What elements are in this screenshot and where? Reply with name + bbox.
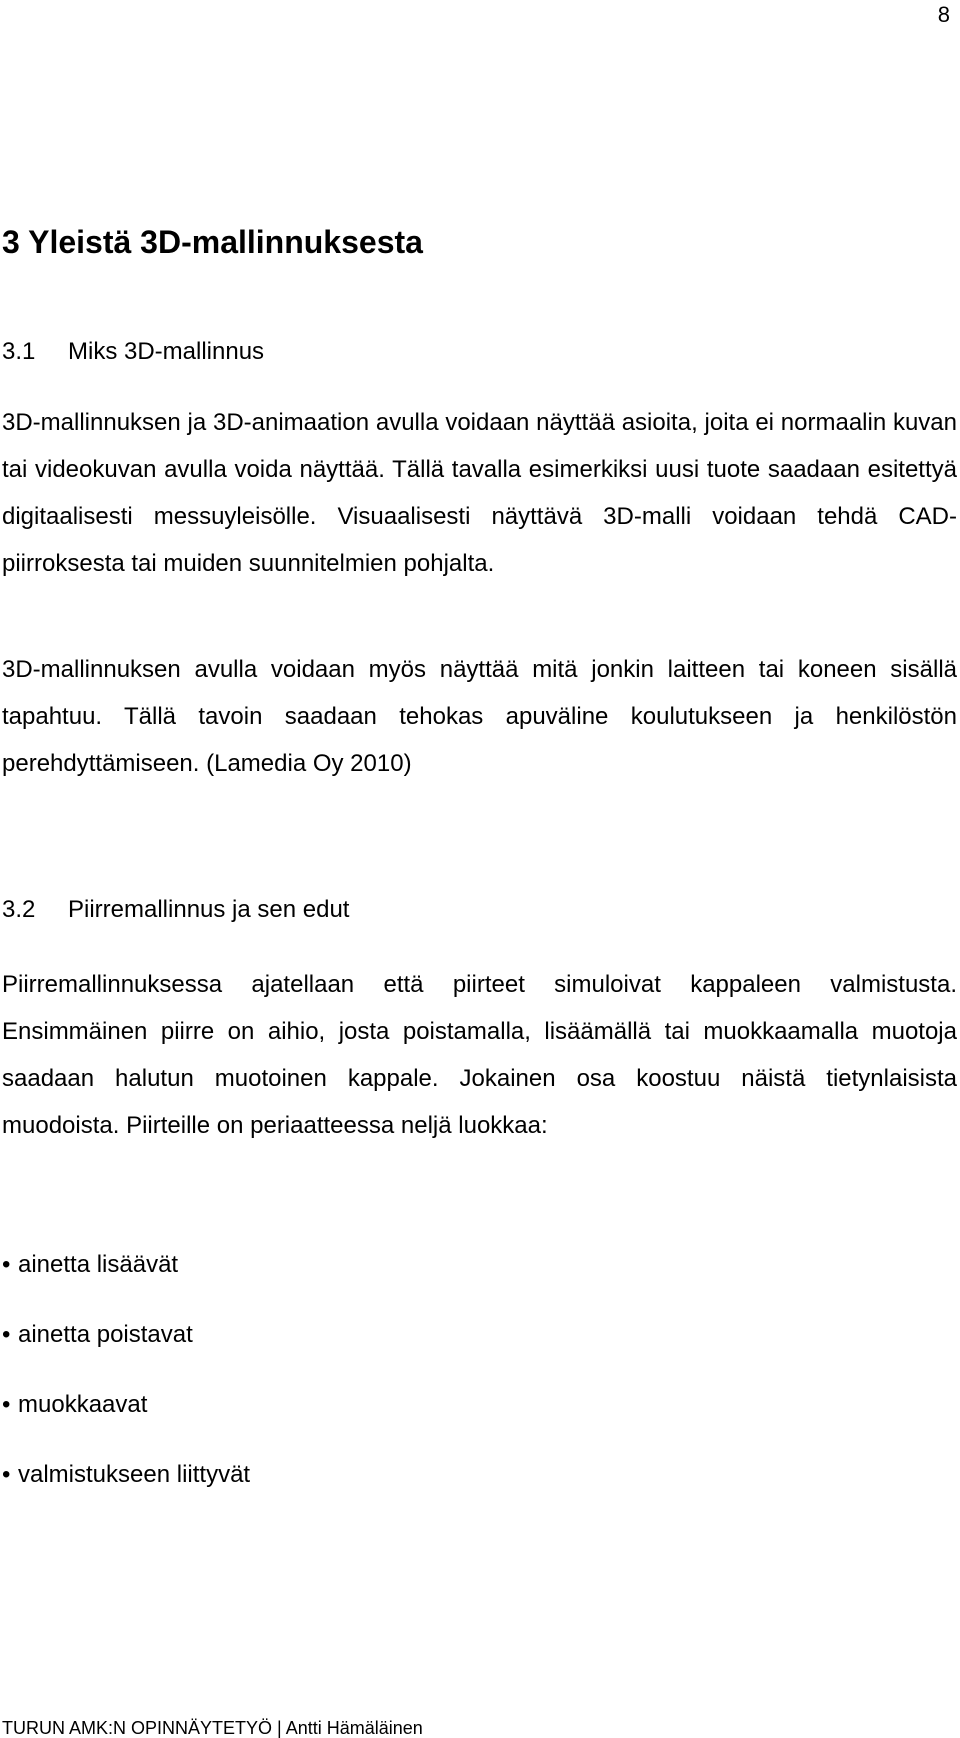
list-item (2, 1460, 250, 1530)
section-number: 3.1 (2, 338, 36, 365)
section-title: Miks 3D-mallinnus (68, 338, 265, 365)
paragraph-feature-modelling: Piirremallinnuksessa ajatellaan että piirteet simuloivat kappaleen valmistusta. Ensimmäinen piirre on aihio, josta poistamalla, lisäämällä tai muokkaamalla muotoja saadaan halutun muotoinen kappale. Jokainen osa koostuu näistä tietynlaisista muodoista. Piirteille on periaatteessa neljä luokkaa: (2, 971, 957, 1139)
bullet-icon: • (2, 1251, 11, 1278)
feature-class-list (2, 1250, 250, 1530)
list-item (2, 1250, 250, 1320)
bullet-icon: • (2, 1321, 11, 1348)
bullet-icon: • (2, 1461, 11, 1488)
list-item (2, 1320, 250, 1390)
page-footer: TURUN AMK:N OPINNÄYTETYÖ | Antti Hämäläinen (2, 1718, 423, 1738)
list-item-text: valmistukseen liittyvät (18, 1461, 251, 1488)
list-item-text: ainetta poistavat (18, 1321, 193, 1348)
chapter-heading: 3 Yleistä 3D-mallinnuksesta (2, 224, 423, 260)
section-heading-3-2 (2, 895, 349, 925)
bullet-icon: • (2, 1391, 11, 1418)
section-title: Piirremallinnus ja sen edut (68, 896, 350, 923)
paragraph-3d-modelling-purpose: 3D-mallinnuksen ja 3D-animaation avulla voidaan näyttää asioita, joita ei normaalin kuvan tai videokuvan avulla voida näyttää. Tällä tavalla esimerkiksi uusi tuote saadaan esitettyä digitaalisesti messuyleisölle. Visuaalisesti näyttävä 3D-malli voidaan tehdä CAD-piirroksesta tai muiden suunnitelmien pohjalta. (2, 409, 957, 577)
list-item-text: ainetta lisäävät (18, 1251, 179, 1278)
list-item (2, 1390, 250, 1460)
list-item-text: muokkaavat (18, 1391, 148, 1418)
paragraph-3d-modelling-training: 3D-mallinnuksen avulla voidaan myös näyttää mitä jonkin laitteen tai koneen sisällä tapahtuu. Tällä tavoin saadaan tehokas apuväline koulutukseen ja henkilöstön perehdyttämiseen. (Lamedia Oy 2010) (2, 656, 957, 777)
section-number: 3.2 (2, 896, 36, 923)
section-heading-3-1 (2, 337, 264, 367)
page-number: 8 (937, 2, 950, 27)
